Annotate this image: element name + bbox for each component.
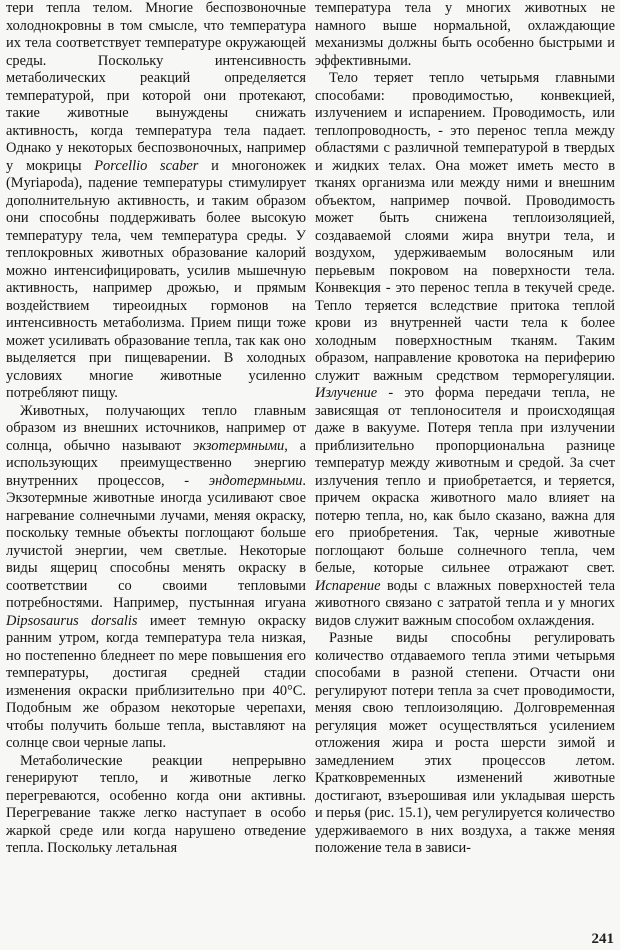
italic-term: Dipsosaurus dorsalis: [6, 612, 138, 629]
paragraph-heat-regulation: [315, 630, 615, 858]
text-run: Тело теряет тепло четырьмя главными способами: проводимостью, конвекцией, излучением и испарением. Проводимость, или теплопроводность, - это перенос тепла между областями с различной температурой в твердых и жидких телах. Она может иметь место в тканях организма или между ними и внешним объектом, например почвой. Проводимость может быть снижена теплоизоляцией, создаваемой слоями жира внутри тела, и воздухом, удерживаемым волосяным или перьевым покровом на поверхности тела. Конвекция - это перенос тепла в текучей среде. Тепло теряется вследствие притока теплой крови из внутренней части тела к более холодным поверхностным тканям. Таким образом, направление кровотока на периферию служит важным средством терморегуляции.: [315, 70, 615, 384]
paragraph-overheating: [6, 753, 306, 858]
text-run: , а использующих преимущественно энергию внутренних процессов, -: [6, 437, 306, 489]
italic-term: Излучение: [315, 385, 378, 401]
italic-term: эндотермными: [208, 472, 303, 489]
text-run: тери тепла телом. Многие беспозвоночные холоднокровны в том смысле, что температура их тела соответствует температуре окружающей среды. Поскольку интенсивность метаболических реакций определяется температурой, при которой они протекают, такие животные вынуждены снижать активность, когда температура тела падает. Однако у некоторых беспозвоночных, например у мокрицы: [6, 0, 306, 174]
italic-term: Испарение: [315, 577, 381, 594]
text-run: Разные виды способны регулировать количество отдаваемого тепла этими четырьмя способами в разной степени. Отчасти они регулируют потери тепла за счет проводимости, меняя свою теплоизоляцию. Долговременная регуляция может осуществляться усилением отложения жира и роста шерсти зимой и замедлением этих процессов летом. Кратковременных изменений животные достигают, взъерошивая или укладывая шерсть и перья (рис. 15.1), чем регулируется количество удерживаемого в них воздуха, а также меняя положение тела в зависи-: [315, 630, 615, 856]
left-column: [6, 0, 306, 858]
paragraph-heat-loss-methods: [315, 70, 615, 630]
text-run: - это форма передачи тепла, не зависящая от теплоносителя и происходящая даже в вакууме. Потеря тепла при излучении приблизительно пропорциональна разнице температур между животным и средой. За счет излучения тепло и приобретается, и теряется, причем окраска животного мало влияет на потерю тепла, но, как было сказано, важна для его приобретения. Так, черные животные поглощают больше солнечного тепла, чем белые, которые сильнее отражают свет.: [315, 385, 615, 576]
text-run: и многоножек (Myriapoda), падение температуры стимулирует дополнительную активность, и таким образом они способны поддерживать более высокую температуру тела, чем температура среды. У теплокровных животных образование калорий можно интенсифицировать, усилив мышечную активность, например дрожью, и прямым воздействием тиреоидных гормонов на интенсивность метаболизма. Прием пищи тоже может усиливать образование тепла, так как оно выделяется при пищеварении. В холодных условиях многие животные усиленно потребляют пищу.: [6, 157, 307, 401]
text-run: температура тела у многих животных не намного выше нормальной, охлаждающие механизмы должны быть особенно быстрыми и эффективными.: [315, 0, 615, 69]
italic-term: экзотермными: [192, 437, 285, 454]
text-run: Метаболические реакции непрерывно генерируют тепло, и животные легко перегреваются, особенно когда они активны. Перегревание также легко наступает в особо жаркой среде или когда нарушено отведение тепла. Поскольку летальная: [6, 752, 306, 856]
page-number: 241: [591, 931, 614, 947]
paragraph-heat-production: [6, 0, 306, 403]
italic-term: Porcellio scaber: [94, 157, 199, 174]
paragraph-exo-endothermy: [6, 403, 306, 753]
paragraph-cooling-mechanisms: [315, 0, 615, 70]
text-run: воды с влажных поверхностей тела животного связано с затратой тепла и у многих видов служит важным способом охлаждения.: [315, 577, 615, 629]
text-run: имеет темную окраску ранним утром, когда температура тела низкая, но постепенно бледнеет по мере повышения его температуры, достигая средней стадии изменения окраски приблизительно при 40°С. Подобным же образом некоторые черепахи, чтобы получить больше тепла, выставляют на солнце свои черные лапы.: [6, 612, 307, 751]
text-run: . Экзотермные животные иногда усиливают свое нагревание солнечными лучами, меняя окраску, поскольку темные объекты поглощают больше лучистой энергии, чем светлые. Некоторые виды ящериц способны менять окраску в соответствии со своими тепловыми потребностями. Например, пустынная игуана: [6, 472, 306, 611]
right-column: [315, 0, 615, 858]
text-run: Животных, получающих тепло главным образом из внешних источников, например от солнца, обычно называют: [6, 402, 306, 454]
